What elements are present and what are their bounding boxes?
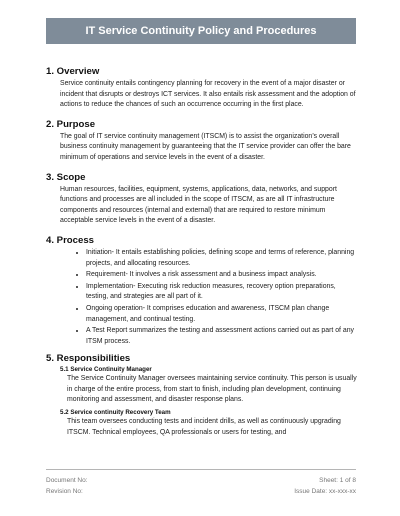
list-item: • Requirement- It involves a risk assessment and a business impact analysis. xyxy=(86,270,358,281)
document-body xyxy=(46,66,358,441)
overview-text: Service continuity entails contingency planning for recovery in the event of a major disaster or incident that disrupts or destroys ICT services. It also entails risk assessment and the adoption of actions to reduce the chances of such an occurrence occurring in the first place. xyxy=(60,80,356,109)
team-text: This team oversees conducting tests and incident drills, as well as continuously upgrading ITSCM. Technical employees, QA professionals or users for testing, and xyxy=(67,418,341,436)
team-subheading: 5.2 Service continuity Recovery Team xyxy=(60,409,171,417)
process-list xyxy=(46,248,358,347)
process-heading: 4. Process xyxy=(46,234,95,246)
document-number-label: Document No: xyxy=(46,477,88,484)
list-item: • Implementation- Executing risk reduction measures, recovery option preparations, testing, and strategies are all part of it. xyxy=(86,282,358,303)
scope-heading: 3. Scope xyxy=(46,171,86,183)
page-title: IT Service Continuity Policy and Procedures xyxy=(46,18,356,44)
sheet-label: Sheet: 1 of 8 xyxy=(319,477,356,484)
issue-date-label: Issue Date: xx-xxx-xx xyxy=(294,488,356,495)
scope-text: Human resources, facilities, equipment, systems, applications, data, networks, and support functions and processes are all included in the scope of ITSCM, as are all IT infrastructure components and resources (internal and external) that are required to restore minimum acceptable service levels in the event of a disaster. xyxy=(60,185,337,225)
list-item: • Initiation- It entails establishing policies, defining scope and terms of reference, planning projects, and allocating resources. xyxy=(86,248,358,269)
footer-divider xyxy=(46,469,356,470)
purpose-heading: 2. Purpose xyxy=(46,118,96,130)
purpose-text: The goal of IT service continuity management (ITSCM) is to assist the organization’s overall business continuity management by guaranteeing that the IT service provider can offer the bare minimum of operations and service levels in the event of a disaster. xyxy=(60,132,351,161)
list-item: • Ongoing operation- It comprises education and awareness, ITSCM plan change management, and continual testing. xyxy=(86,304,358,325)
overview-heading: 1. Overview xyxy=(46,66,100,77)
revision-number-label: Revision No: xyxy=(46,488,83,495)
responsibilities-heading: 5. Responsibilities xyxy=(46,353,131,365)
manager-text: The Service Continuity Manager oversees maintaining service continuity. This person is usually in charge of the entire process, from start to finish, including plan development, continuing monitoring and assessment, and disaster response plans. xyxy=(67,375,357,404)
footer-row-2 xyxy=(46,488,356,495)
manager-subheading: 5.1 Service Continuity Manager xyxy=(60,366,152,374)
list-item: • A Test Report summarizes the testing and assessment actions carried out as part of any ITSM process. xyxy=(86,326,358,347)
footer-row-1 xyxy=(46,477,356,484)
